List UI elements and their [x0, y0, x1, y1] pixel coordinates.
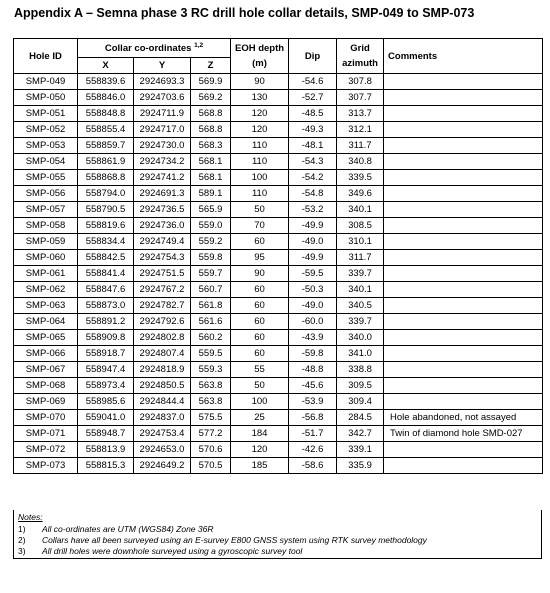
z-cell: 559.7: [191, 266, 231, 282]
table-row: [14, 410, 543, 426]
table-row: [14, 458, 543, 474]
z-cell: 589.1: [191, 186, 231, 202]
azimuth-cell: 335.9: [337, 458, 384, 474]
azimuth-cell: 342.7: [337, 426, 384, 442]
x-cell: 558948.7: [78, 426, 134, 442]
azimuth-cell: 310.1: [337, 234, 384, 250]
table-row: [14, 346, 543, 362]
eoh-depth-cell: 120: [231, 106, 289, 122]
header-collar-coordinates: [78, 39, 231, 58]
comment-cell: [384, 330, 543, 346]
header-hole-id: Hole ID: [14, 39, 78, 74]
dip-cell: -43.9: [289, 330, 337, 346]
dip-cell: -45.6: [289, 378, 337, 394]
y-cell: 2924792.6: [134, 314, 191, 330]
x-cell: 559041.0: [78, 410, 134, 426]
dip-cell: -42.6: [289, 442, 337, 458]
comment-cell: Hole abandoned, not assayed: [384, 410, 543, 426]
x-cell: 558819.6: [78, 218, 134, 234]
dip-cell: -54.8: [289, 186, 337, 202]
table-row: [14, 154, 543, 170]
table-row: [14, 234, 543, 250]
table-row: [14, 202, 543, 218]
x-cell: 558842.5: [78, 250, 134, 266]
comment-cell: [384, 250, 543, 266]
comment-cell: [384, 234, 543, 250]
azimuth-cell: 308.5: [337, 218, 384, 234]
hole-id-cell: SMP-056: [14, 186, 78, 202]
hole-id-cell: SMP-052: [14, 122, 78, 138]
y-cell: 2924807.4: [134, 346, 191, 362]
table-row: [14, 394, 543, 410]
dip-cell: -49.0: [289, 234, 337, 250]
z-cell: 569.2: [191, 90, 231, 106]
z-cell: 559.3: [191, 362, 231, 378]
x-cell: 558813.9: [78, 442, 134, 458]
z-cell: 570.6: [191, 442, 231, 458]
note-1-number: 1): [18, 524, 26, 534]
comment-cell: [384, 442, 543, 458]
x-cell: 558918.7: [78, 346, 134, 362]
x-cell: 558909.8: [78, 330, 134, 346]
table-row: [14, 442, 543, 458]
x-cell: 558846.0: [78, 90, 134, 106]
hole-id-cell: SMP-051: [14, 106, 78, 122]
y-cell: 2924703.6: [134, 90, 191, 106]
x-cell: 558839.6: [78, 74, 134, 90]
dip-cell: -49.0: [289, 298, 337, 314]
azimuth-cell: 312.1: [337, 122, 384, 138]
hole-id-cell: SMP-054: [14, 154, 78, 170]
hole-id-cell: SMP-050: [14, 90, 78, 106]
y-cell: 2924691.3: [134, 186, 191, 202]
x-cell: 558794.0: [78, 186, 134, 202]
table-row: [14, 362, 543, 378]
dip-cell: -52.7: [289, 90, 337, 106]
hole-id-cell: SMP-059: [14, 234, 78, 250]
note-2: [18, 535, 427, 545]
z-cell: 560.7: [191, 282, 231, 298]
hole-id-cell: SMP-049: [14, 74, 78, 90]
y-cell: 2924818.9: [134, 362, 191, 378]
eoh-depth-cell: 70: [231, 218, 289, 234]
comment-cell: [384, 378, 543, 394]
dip-cell: -53.9: [289, 394, 337, 410]
notes-box: [13, 510, 542, 559]
note-1-text: All co-ordinates are UTM (WGS84) Zone 36R: [42, 524, 214, 534]
azimuth-cell: 340.1: [337, 282, 384, 298]
hole-id-cell: SMP-057: [14, 202, 78, 218]
hole-id-cell: SMP-072: [14, 442, 78, 458]
dip-cell: -54.2: [289, 170, 337, 186]
eoh-depth-cell: 130: [231, 90, 289, 106]
azimuth-cell: 340.0: [337, 330, 384, 346]
notes-title: Notes:: [18, 512, 43, 522]
hole-id-cell: SMP-062: [14, 282, 78, 298]
eoh-depth-cell: 50: [231, 378, 289, 394]
dip-cell: -60.0: [289, 314, 337, 330]
comment-cell: [384, 170, 543, 186]
y-cell: 2924837.0: [134, 410, 191, 426]
header-collar-label: Collar co-ordinates: [104, 42, 192, 54]
eoh-depth-cell: 185: [231, 458, 289, 474]
comment-cell: Twin of diamond hole SMD-027: [384, 426, 543, 442]
table-row: [14, 282, 543, 298]
dip-cell: -48.1: [289, 138, 337, 154]
table-row: [14, 170, 543, 186]
hole-id-cell: SMP-060: [14, 250, 78, 266]
table-row: [14, 250, 543, 266]
header-x: X: [78, 58, 134, 74]
table-row: [14, 298, 543, 314]
header-eoh-depth: EOH depth (m): [231, 39, 289, 74]
dip-cell: -59.5: [289, 266, 337, 282]
eoh-depth-cell: 100: [231, 394, 289, 410]
z-cell: 561.8: [191, 298, 231, 314]
x-cell: 558841.4: [78, 266, 134, 282]
comment-cell: [384, 282, 543, 298]
comment-cell: [384, 122, 543, 138]
x-cell: 558859.7: [78, 138, 134, 154]
dip-cell: -56.8: [289, 410, 337, 426]
table-row: [14, 426, 543, 442]
z-cell: 568.3: [191, 138, 231, 154]
dip-cell: -51.7: [289, 426, 337, 442]
azimuth-cell: 340.5: [337, 298, 384, 314]
eoh-depth-cell: 120: [231, 122, 289, 138]
eoh-depth-cell: 100: [231, 170, 289, 186]
y-cell: 2924782.7: [134, 298, 191, 314]
x-cell: 558947.4: [78, 362, 134, 378]
header-grid-azimuth: Grid azimuth: [337, 39, 384, 74]
table-row: [14, 330, 543, 346]
azimuth-cell: 338.8: [337, 362, 384, 378]
eoh-depth-cell: 60: [231, 298, 289, 314]
z-cell: 565.9: [191, 202, 231, 218]
table-body: [14, 74, 543, 474]
eoh-depth-cell: 120: [231, 442, 289, 458]
comment-cell: [384, 154, 543, 170]
z-cell: 575.5: [191, 410, 231, 426]
x-cell: 558815.3: [78, 458, 134, 474]
y-cell: 2924844.4: [134, 394, 191, 410]
z-cell: 563.8: [191, 394, 231, 410]
y-cell: 2924736.0: [134, 218, 191, 234]
azimuth-cell: 313.7: [337, 106, 384, 122]
z-cell: 577.2: [191, 426, 231, 442]
comment-cell: [384, 362, 543, 378]
z-cell: 559.8: [191, 250, 231, 266]
eoh-depth-cell: 60: [231, 282, 289, 298]
comment-cell: [384, 186, 543, 202]
table-row: [14, 90, 543, 106]
azimuth-cell: 311.7: [337, 138, 384, 154]
dip-cell: -58.6: [289, 458, 337, 474]
dip-cell: -54.6: [289, 74, 337, 90]
azimuth-cell: 339.7: [337, 314, 384, 330]
eoh-depth-cell: 55: [231, 362, 289, 378]
azimuth-cell: 309.4: [337, 394, 384, 410]
note-3: [18, 546, 302, 556]
azimuth-cell: 340.1: [337, 202, 384, 218]
comment-cell: [384, 106, 543, 122]
azimuth-cell: 339.1: [337, 442, 384, 458]
table-row: [14, 186, 543, 202]
hole-id-cell: SMP-067: [14, 362, 78, 378]
hole-id-cell: SMP-063: [14, 298, 78, 314]
azimuth-cell: 284.5: [337, 410, 384, 426]
hole-id-cell: SMP-071: [14, 426, 78, 442]
table-row: [14, 106, 543, 122]
hole-id-cell: SMP-066: [14, 346, 78, 362]
y-cell: 2924754.3: [134, 250, 191, 266]
y-cell: 2924711.9: [134, 106, 191, 122]
x-cell: 558848.8: [78, 106, 134, 122]
y-cell: 2924730.0: [134, 138, 191, 154]
dip-cell: -48.8: [289, 362, 337, 378]
z-cell: 568.8: [191, 122, 231, 138]
table-row: [14, 74, 543, 90]
collar-details-table: [13, 38, 543, 474]
comment-cell: [384, 218, 543, 234]
comment-cell: [384, 458, 543, 474]
z-cell: 568.1: [191, 154, 231, 170]
eoh-depth-cell: 90: [231, 74, 289, 90]
comment-cell: [384, 314, 543, 330]
azimuth-cell: 307.7: [337, 90, 384, 106]
y-cell: 2924753.4: [134, 426, 191, 442]
y-cell: 2924736.5: [134, 202, 191, 218]
azimuth-cell: 307.8: [337, 74, 384, 90]
hole-id-cell: SMP-070: [14, 410, 78, 426]
x-cell: 558868.8: [78, 170, 134, 186]
y-cell: 2924717.0: [134, 122, 191, 138]
azimuth-cell: 349.6: [337, 186, 384, 202]
dip-cell: -49.9: [289, 218, 337, 234]
eoh-depth-cell: 60: [231, 346, 289, 362]
dip-cell: -50.3: [289, 282, 337, 298]
x-cell: 558873.0: [78, 298, 134, 314]
azimuth-cell: 309.5: [337, 378, 384, 394]
z-cell: 561.6: [191, 314, 231, 330]
z-cell: 569.9: [191, 74, 231, 90]
comment-cell: [384, 266, 543, 282]
hole-id-cell: SMP-053: [14, 138, 78, 154]
comment-cell: [384, 346, 543, 362]
hole-id-cell: SMP-055: [14, 170, 78, 186]
header-collar-footnote-ref: 1,2: [194, 41, 204, 49]
hole-id-cell: SMP-073: [14, 458, 78, 474]
eoh-depth-cell: 95: [231, 250, 289, 266]
comment-cell: [384, 298, 543, 314]
comment-cell: [384, 90, 543, 106]
comment-cell: [384, 202, 543, 218]
eoh-depth-cell: 60: [231, 330, 289, 346]
eoh-depth-cell: 50: [231, 202, 289, 218]
document-title: Appendix A – Semna phase 3 RC drill hole collar details, SMP-049 to SMP-073: [14, 6, 475, 20]
eoh-depth-cell: 60: [231, 234, 289, 250]
hole-id-cell: SMP-068: [14, 378, 78, 394]
z-cell: 570.5: [191, 458, 231, 474]
hole-id-cell: SMP-058: [14, 218, 78, 234]
eoh-depth-cell: 25: [231, 410, 289, 426]
dip-cell: -53.2: [289, 202, 337, 218]
table-row: [14, 266, 543, 282]
header-z: Z: [191, 58, 231, 74]
azimuth-cell: 339.7: [337, 266, 384, 282]
note-2-text: Collars have all been surveyed using an E-survey E800 GNSS system using RTK survey methodology: [42, 535, 427, 545]
z-cell: 568.8: [191, 106, 231, 122]
y-cell: 2924653.0: [134, 442, 191, 458]
comment-cell: [384, 394, 543, 410]
eoh-depth-cell: 90: [231, 266, 289, 282]
eoh-depth-cell: 110: [231, 154, 289, 170]
header-dip: Dip: [289, 39, 337, 74]
table-row: [14, 122, 543, 138]
note-3-text: All drill holes were downhole surveyed using a gyroscopic survey tool: [42, 546, 303, 556]
comment-cell: [384, 138, 543, 154]
z-cell: 560.2: [191, 330, 231, 346]
note-2-number: 2): [18, 535, 26, 545]
x-cell: 558847.6: [78, 282, 134, 298]
z-cell: 563.8: [191, 378, 231, 394]
x-cell: 558790.5: [78, 202, 134, 218]
x-cell: 558985.6: [78, 394, 134, 410]
comment-cell: [384, 74, 543, 90]
y-cell: 2924802.8: [134, 330, 191, 346]
x-cell: 558855.4: [78, 122, 134, 138]
header-comments: Comments: [384, 39, 543, 74]
dip-cell: -49.9: [289, 250, 337, 266]
x-cell: 558973.4: [78, 378, 134, 394]
hole-id-cell: SMP-069: [14, 394, 78, 410]
y-cell: 2924767.2: [134, 282, 191, 298]
dip-cell: -49.3: [289, 122, 337, 138]
eoh-depth-cell: 60: [231, 314, 289, 330]
header-y: Y: [134, 58, 191, 74]
dip-cell: -48.5: [289, 106, 337, 122]
y-cell: 2924734.2: [134, 154, 191, 170]
note-3-number: 3): [18, 546, 26, 556]
x-cell: 558861.9: [78, 154, 134, 170]
x-cell: 558891.2: [78, 314, 134, 330]
azimuth-cell: 311.7: [337, 250, 384, 266]
y-cell: 2924850.5: [134, 378, 191, 394]
y-cell: 2924749.4: [134, 234, 191, 250]
x-cell: 558834.4: [78, 234, 134, 250]
azimuth-cell: 340.8: [337, 154, 384, 170]
hole-id-cell: SMP-061: [14, 266, 78, 282]
y-cell: 2924693.3: [134, 74, 191, 90]
z-cell: 559.5: [191, 346, 231, 362]
y-cell: 2924649.2: [134, 458, 191, 474]
table-row: [14, 314, 543, 330]
note-1: [18, 524, 213, 534]
z-cell: 568.1: [191, 170, 231, 186]
y-cell: 2924751.5: [134, 266, 191, 282]
table-row: [14, 378, 543, 394]
hole-id-cell: SMP-064: [14, 314, 78, 330]
table-row: [14, 138, 543, 154]
azimuth-cell: 339.5: [337, 170, 384, 186]
table-row: [14, 218, 543, 234]
y-cell: 2924741.2: [134, 170, 191, 186]
dip-cell: -54.3: [289, 154, 337, 170]
azimuth-cell: 341.0: [337, 346, 384, 362]
hole-id-cell: SMP-065: [14, 330, 78, 346]
z-cell: 559.0: [191, 218, 231, 234]
eoh-depth-cell: 184: [231, 426, 289, 442]
z-cell: 559.2: [191, 234, 231, 250]
eoh-depth-cell: 110: [231, 138, 289, 154]
eoh-depth-cell: 110: [231, 186, 289, 202]
dip-cell: -59.8: [289, 346, 337, 362]
